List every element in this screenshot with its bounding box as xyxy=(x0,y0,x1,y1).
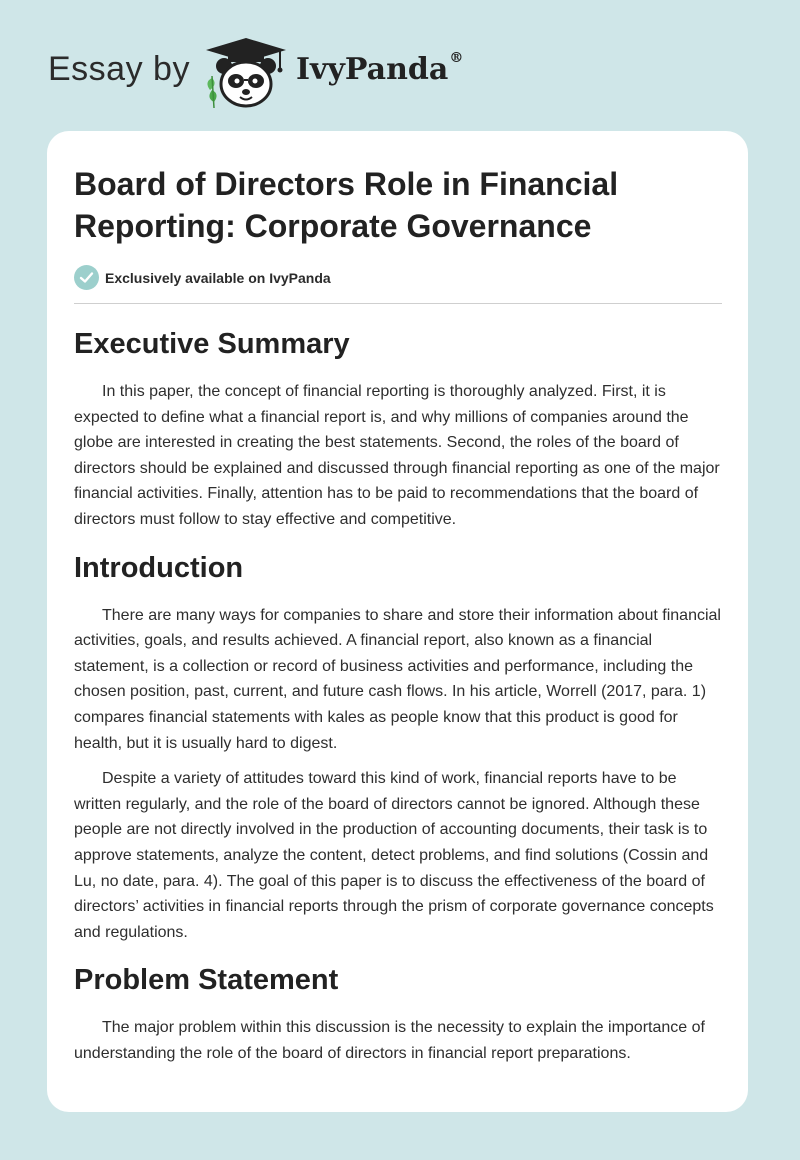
section-heading: Executive Summary xyxy=(74,328,350,360)
paragraph: There are many ways for companies to share and store their information about financial activities, goals, and results achieved. A financial report, also known as a financial statement, is a collection or record of business activities and performance, including the chosen position, past, current, and future cash flows. In his article, Worrell (2017, para. 1) compares financial statements with kales as people know that this product is good for health, but it is usually hard to digest. xyxy=(74,606,721,752)
essay-body xyxy=(74,323,722,1076)
site-header xyxy=(0,0,800,130)
divider xyxy=(74,303,722,304)
section-executive-summary xyxy=(74,323,722,533)
section-heading: Problem Statement xyxy=(74,964,339,997)
brand-name[interactable] xyxy=(296,52,463,87)
check-icon xyxy=(74,265,99,290)
section-problem-statement xyxy=(74,959,722,1066)
section-heading: Introduction xyxy=(74,551,244,584)
essay-by-label: Essay by xyxy=(48,50,190,88)
panda-logo-icon[interactable] xyxy=(200,36,292,112)
exclusive-badge xyxy=(74,265,331,290)
registered-mark: ® xyxy=(449,50,464,66)
brand-name-text: IvyPanda xyxy=(296,52,449,87)
essay-title: Board of Directors Role in Financial Reporting: Corporate Governance xyxy=(74,166,619,244)
paragraph: The major problem within this discussion is the necessity to explain the importance of understanding the role of the board of directors in financial report preparations. xyxy=(74,1019,705,1062)
essay-card xyxy=(47,131,748,1112)
section-introduction xyxy=(74,547,722,946)
paragraph: In this paper, the concept of financial reporting is thoroughly analyzed. First, it is expected to define what a financial report is, and why millions of companies around the globe are interested in creating the best statements. Second, the roles of the board of directors should be explained and discussed through financial reporting as one of the major financial activities. Finally, attention has to be paid to recommendations that the board of directors must follow to stay effective and competitive. xyxy=(74,383,720,528)
paragraph: Despite a variety of attitudes toward this kind of work, financial reports have to be written regularly, and the role of the board of directors cannot be ignored. Although these people are not directly involved in the production of accounting documents, their task is to approve statements, analyze the content, detect problems, and find solutions (Cossin and Lu, no date, para. 4). The goal of this paper is to discuss the effectiveness of the board of directors’ activities in financial reports through the prism of corporate governance concepts and regulations. xyxy=(74,770,714,941)
exclusive-label: Exclusively available on IvyPanda xyxy=(105,269,331,286)
